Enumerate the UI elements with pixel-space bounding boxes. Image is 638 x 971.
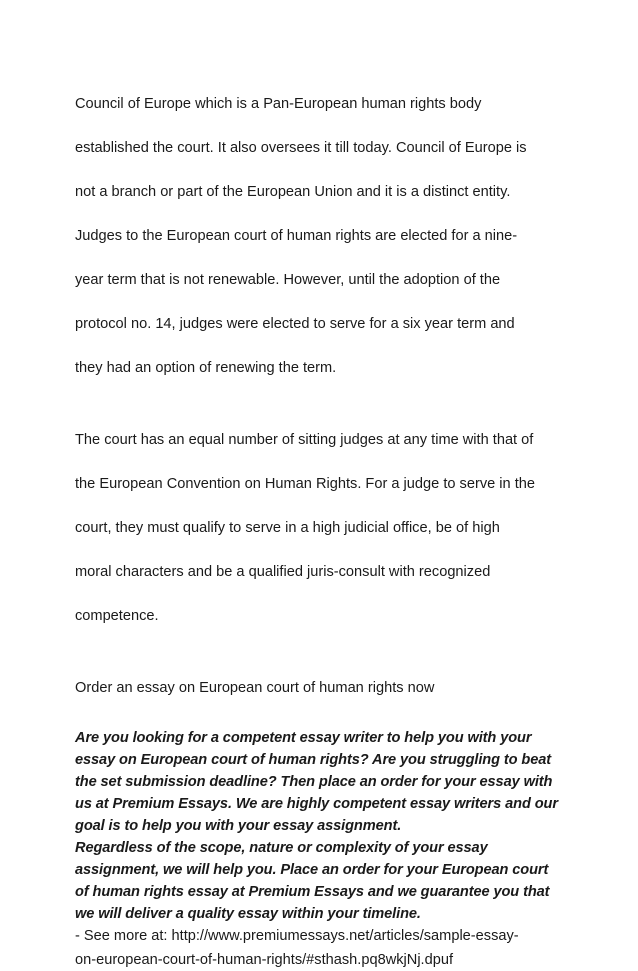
paragraph-court-judges xyxy=(75,407,570,649)
text-line[interactable]: - See more at: http://www.premiumessays.net/articles/sample-essay- xyxy=(75,928,519,944)
text-line[interactable]: on-european-court-of-human-rights/#sthash.pq8wkjNj.dpuf xyxy=(75,952,454,968)
text-line: assignment, we will help you. Place an order for your European court xyxy=(75,862,549,878)
text-line: established the court. It also oversees it till today. Council of Europe is xyxy=(75,140,527,156)
text-line: protocol no. 14, judges were elected to serve for a six year term and xyxy=(75,316,515,332)
text-line: moral characters and be a qualified juris-consult with recognized xyxy=(75,564,491,580)
see-more-link[interactable] xyxy=(75,925,570,971)
text-line: Judges to the European court of human rights are elected for a nine- xyxy=(75,228,518,244)
text-line: Order an essay on European court of human rights now xyxy=(75,680,435,696)
text-line: not a branch or part of the European Union and it is a distinct entity. xyxy=(75,184,511,200)
text-line: us at Premium Essays. We are highly competent essay writers and our xyxy=(75,796,558,812)
text-line: Council of Europe which is a Pan-European human rights body xyxy=(75,96,482,112)
text-line: Are you looking for a competent essay writer to help you with your xyxy=(75,730,532,746)
text-line: the set submission deadline? Then place an order for your essay with xyxy=(75,774,553,790)
text-line: the European Convention on Human Rights. For a judge to serve in the xyxy=(75,476,535,492)
text-line: year term that is not renewable. However, until the adoption of the xyxy=(75,272,501,288)
order-essay-line xyxy=(75,655,570,721)
text-line: goal is to help you with your essay assignment. xyxy=(75,818,402,834)
paragraph-council-of-europe xyxy=(75,71,570,401)
text-line: court, they must qualify to serve in a high judicial office, be of high xyxy=(75,520,500,536)
promo-paragraph-competent-writer xyxy=(75,727,570,837)
text-line: we will deliver a quality essay within your timeline. xyxy=(75,906,421,922)
document-body xyxy=(75,71,570,971)
text-line: The court has an equal number of sitting judges at any time with that of xyxy=(75,432,534,448)
promo-paragraph-guarantee xyxy=(75,837,570,925)
text-line: Regardless of the scope, nature or complexity of your essay xyxy=(75,840,488,856)
text-line: competence. xyxy=(75,608,159,624)
text-line: they had an option of renewing the term. xyxy=(75,360,337,376)
text-line: essay on European court of human rights? Are you struggling to beat xyxy=(75,752,552,768)
text-line: of human rights essay at Premium Essays and we guarantee you that xyxy=(75,884,550,900)
